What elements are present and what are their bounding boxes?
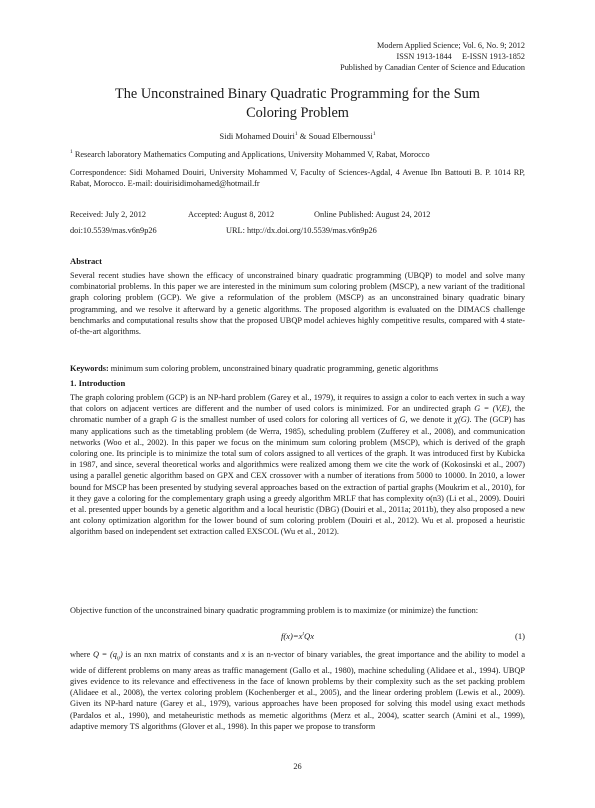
math-graph: G <box>170 415 177 425</box>
equation-number: (1) <box>514 631 525 641</box>
abstract-body: Several recent studies have shown the efficacy of unconstrained binary quadratic programming (UBQP) to model and solve many combinatorial problems. In this paper we are interested in the minimum sum coloring problem (MSCP), a new variant of the traditional graph coloring problem (GCP). We give a reformulation of the problem (MSCP) as an unconstrained binary quadratic binary programming, and we resolve it afterward by a genetic algorithms. The proposed algorithm is evaluated on the DIMACS challenge benchmarks and computational results show that the proposed UBQP model achieves highly competitive results, compared with 4 state-of-the-art algorithms. <box>70 271 525 337</box>
eq-lhs: f(x)=x <box>280 631 303 641</box>
intro-text: is an nxn matrix of constants and <box>122 650 242 659</box>
intro-text: . The (GCP) has many applications such as the timetabling problem (de Werra, 1985), scheduling problem (Zufferey et al., 2008), and communication networks (Woo et al., 2002). In this paper we focus on the minimum sum coloring problem (MSCP), which is derived of the graph coloring one. Its principle is to minimize the total sum of colors assigned to all vertices of the graph. It was introduced first by Kubicka in 1987, and since, several theoretical works and algorithmics were realized among them we cite the work of (Kokosinski et al., 2007) using a parallel genetic algorithm based on GPX and CEX crossover with a number of iterations from 5000 to 10000. In 2010, a lower bound for MSCP has been presented by studying several approaches based on the extraction of partial graphs (Moukrim et al., 2010), for it they gave a coloring for the complementary graph using a greedy algorithm MRLF that has complexity o(n3) (Li et al., 2009). Douiri et al. presented upper bounds by a genetic algorithm and a local heuristic (DBG) (Douiri et al., 2011a; 2011b), they also proposed a new ant colony optimization algorithm for the lower bound of sum coloring problem (Douiri et al., 2012). Wu et al. proposed a heuristic algorithm based on independent set extraction called EXSCOL (Wu et al., 2012). <box>70 415 525 537</box>
intro-text: , we denote it <box>405 415 455 425</box>
math-matrix-q: Q = (q <box>92 650 117 659</box>
paper-title <box>70 85 525 123</box>
author-2: & Souad Elbernoussi <box>297 131 373 141</box>
publisher-info: Published by Canadian Center of Science and Education <box>340 63 525 72</box>
doi-url[interactable]: URL: http://dx.doi.org/10.5539/mas.v6n9p26 <box>226 226 377 235</box>
abstract-heading: Abstract <box>70 256 102 266</box>
intro-text: where <box>70 650 93 659</box>
affiliation-text: Research laboratory Mathematics Computing and Applications, University Mohammed V, Rabat, Morocco <box>74 150 430 159</box>
journal-info: Modern Applied Science; Vol. 6, No. 9; 2012 <box>377 41 525 50</box>
correspondence: Correspondence: Sidi Mohamed Douiri, University Mohammed V, Faculty of Sciences-Agdal, 4 Avenue Ibn Battouti B. P. 1014 RP, Rabat, Morocco. E-mail: douirisidimohamed@hotmail.fr <box>70 168 525 189</box>
intro-text: The graph coloring problem (GCP) is an NP-hard problem (Garey et al., 1979), it requires to assign a color to each vertex in such a way that colors on adjacent vertices are different and the number of used colors is minimized. For an undirected graph <box>70 393 525 414</box>
author-1: Sidi Mohamed Douiri <box>219 131 295 141</box>
math-subscript: ij <box>116 655 120 662</box>
math-chromatic-number: χ(G) <box>454 415 470 425</box>
author-2-affil: 1 <box>372 131 376 138</box>
intro-paragraph-3 <box>70 649 525 732</box>
title-line-1: The Unconstrained Binary Quadratic Programming for the Sum <box>115 86 480 102</box>
math-graph: G = (V,E) <box>474 404 510 414</box>
math-graph: G <box>399 415 406 425</box>
author-1-affil: 1 <box>294 131 298 138</box>
intro-paragraph-1 <box>70 392 525 538</box>
math-vector: x <box>241 650 246 659</box>
affiliation <box>70 149 525 160</box>
running-header <box>340 40 525 73</box>
author-list <box>70 131 525 141</box>
intro-text: is an n-vector of binary variables, the great importance and the ability to model a wide of different problems on many areas as traffic management (Gallo et al., 1980), machine scheduling (Alidaee et al., 1994). UBQP gives evidence to its relevance and effectiveness in the face of known problems by their complexity such as the set packing problem (Alidaee et al., 2008), the vertex coloring problem (Kochenberger et al., 2005), and the linear ordering problem (Lewis et al., 2009). Given its NP-hard nature (Garey et al., 1979), various approaches have been proposed for solving this model using exact methods (Pardalos et al., 1990), and metaheuristic methods as memetic algorithms (Merz et al., 2004), scatter search (Amini et al., 1999), adaptive memory TS algorithms (Glover et al., 1998). In this paper we propose to transform <box>70 650 525 731</box>
intro-paragraph-2: Objective function of the unconstrained binary quadratic programming problem is to maximize (or minimize) the function: <box>70 606 479 615</box>
keywords-label: Keywords: <box>70 364 109 373</box>
introduction-heading: 1. Introduction <box>70 378 126 388</box>
equation-formula <box>70 631 525 641</box>
math-paren: ) <box>119 650 123 659</box>
keywords-text: minimum sum coloring problem, unconstrained binary quadratic programming, genetic algorithms <box>108 364 439 373</box>
affiliation-marker: 1 <box>70 149 73 156</box>
eq-transpose: t <box>302 631 305 638</box>
issn-info: ISSN 1913-1844 E-ISSN 1913-1852 <box>396 52 525 61</box>
title-line-2: Coloring Problem <box>246 105 349 121</box>
eq-rhs: Qx <box>304 631 315 641</box>
online-date: Online Published: August 24, 2012 <box>314 210 431 219</box>
keywords <box>70 363 525 374</box>
math-matrix <box>92 650 123 662</box>
doi-text[interactable]: doi:10.5539/mas.v6n9p26 <box>70 226 157 235</box>
received-date: Received: July 2, 2012 <box>70 210 147 219</box>
intro-text: is the smallest number of used colors for coloring all vertices of <box>176 415 400 425</box>
page-number: 26 <box>293 762 302 771</box>
accepted-date: Accepted: August 8, 2012 <box>188 210 275 219</box>
intro-text: , the chromatic number of a graph <box>70 404 525 425</box>
